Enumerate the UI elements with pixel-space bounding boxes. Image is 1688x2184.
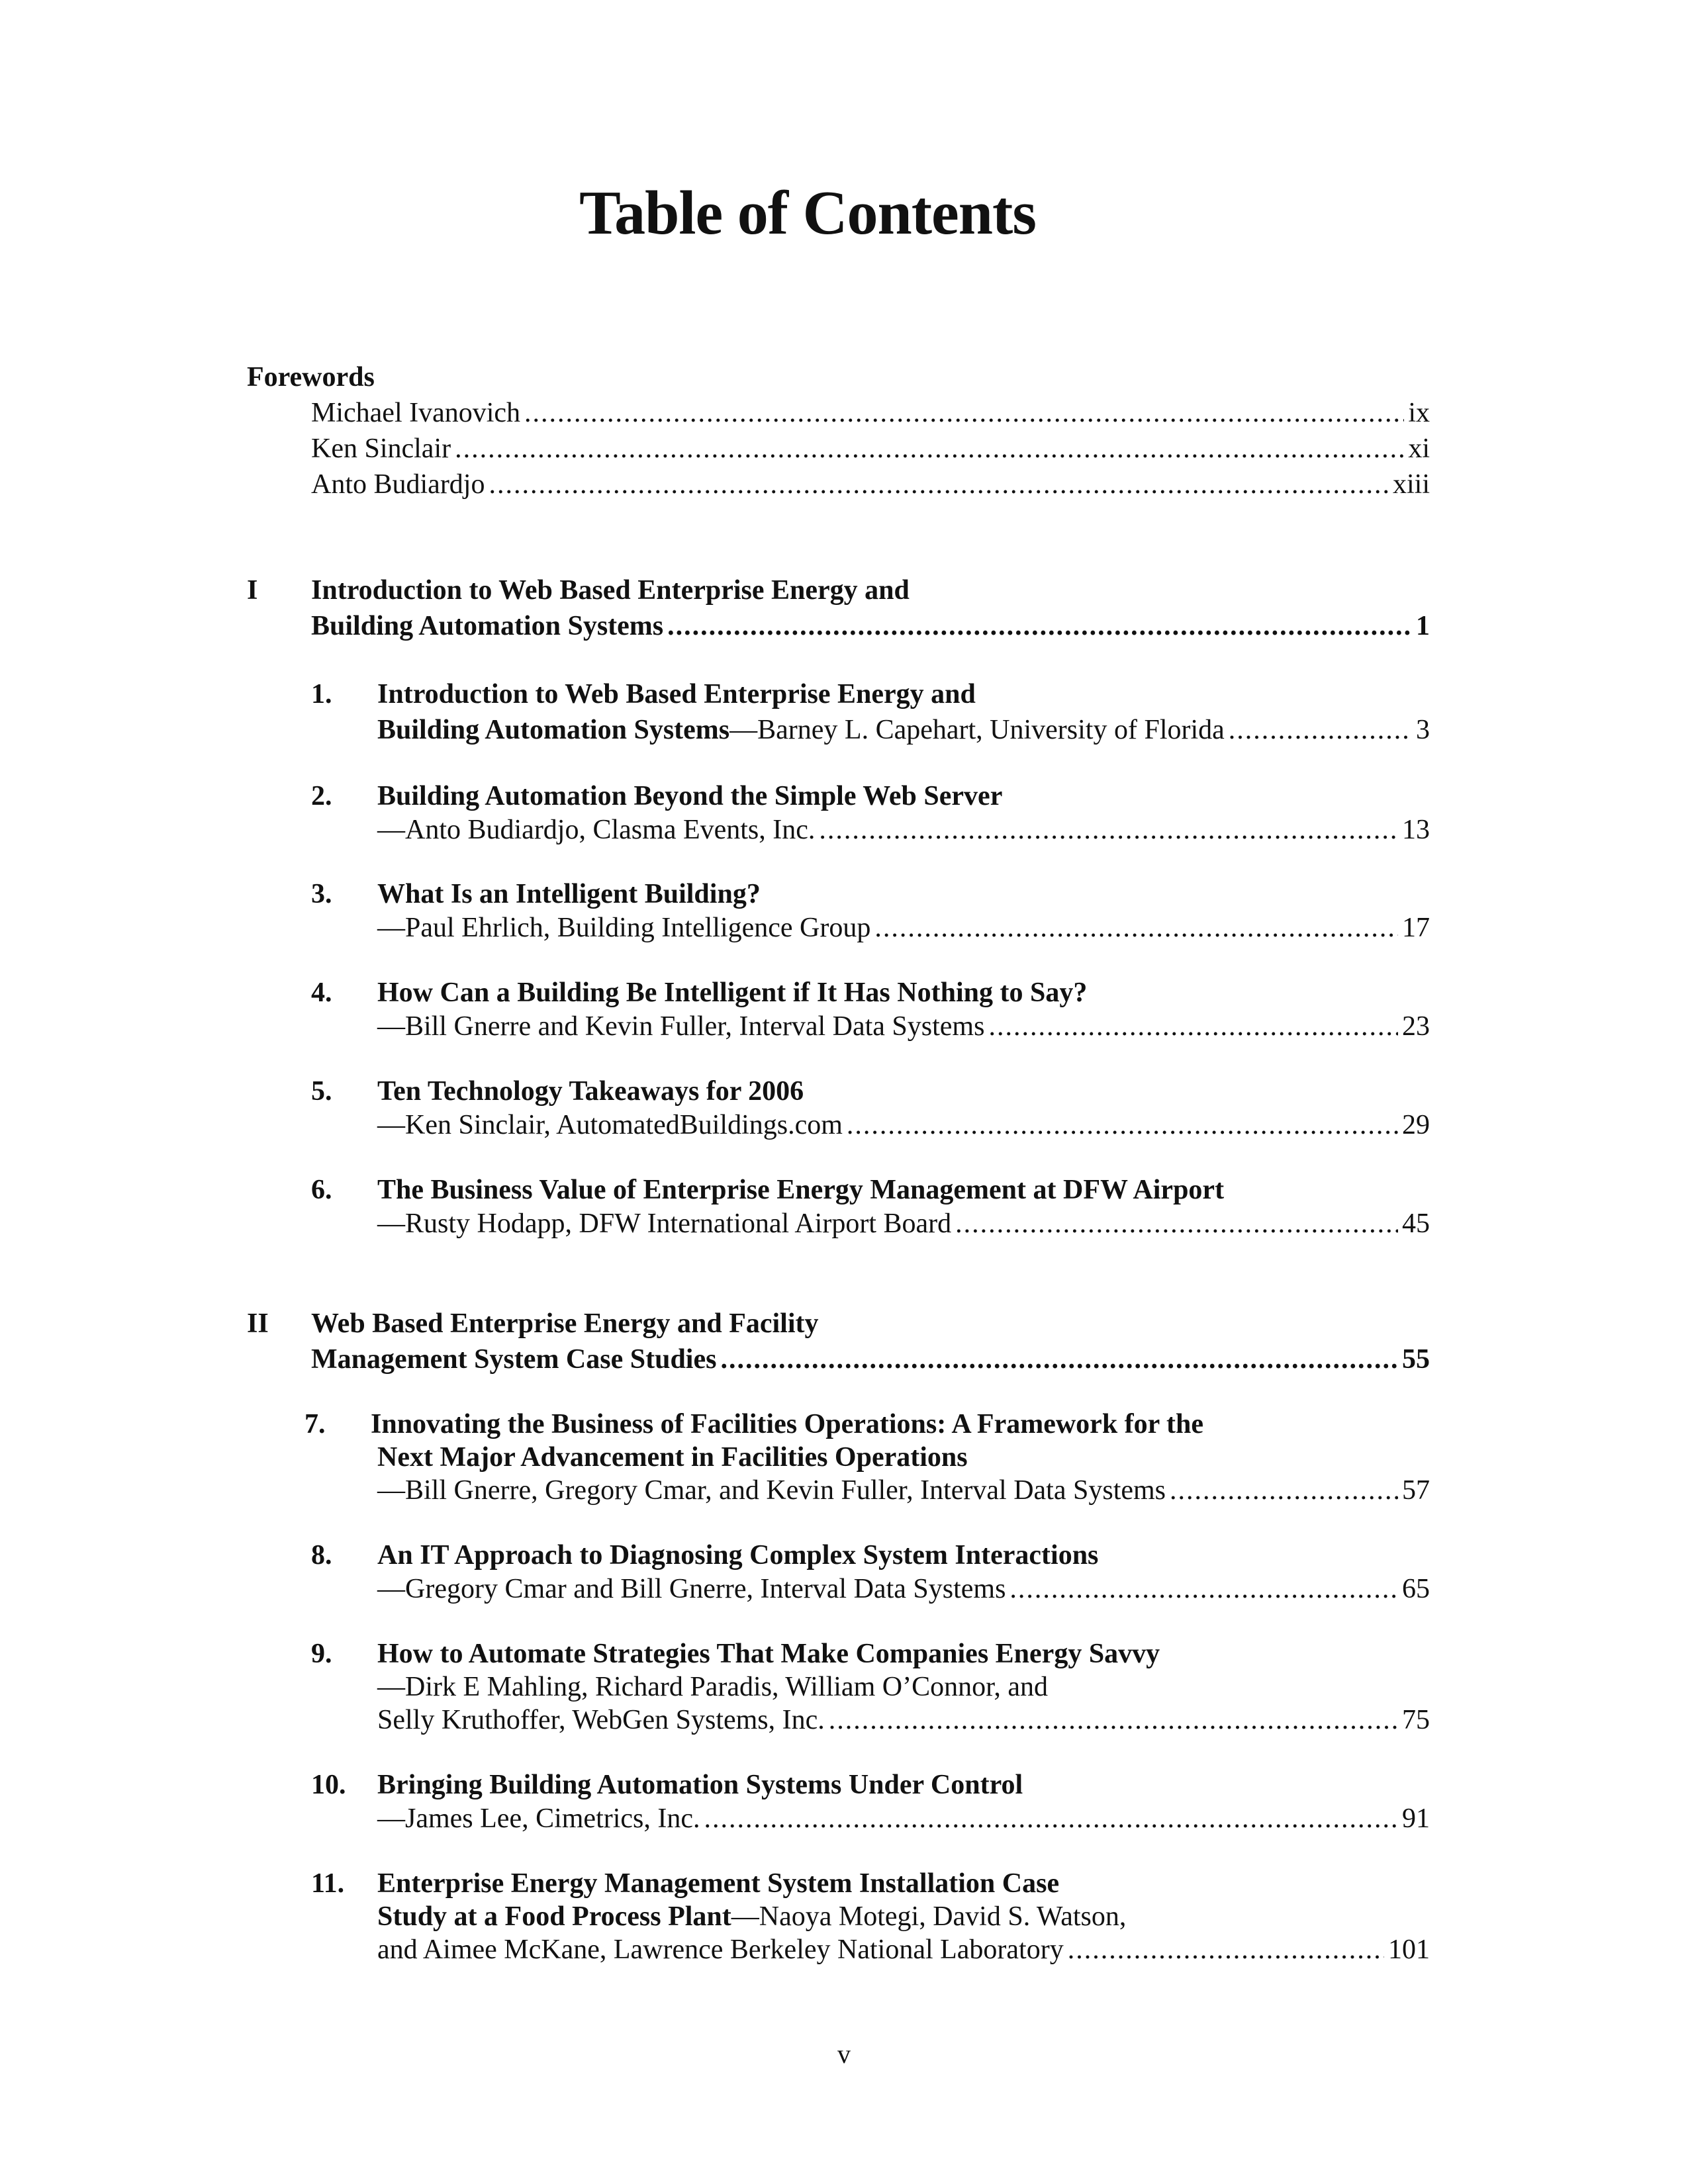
chapter-number: 2.: [311, 781, 332, 811]
page-number: 65: [1402, 1574, 1430, 1604]
chapter-title: Building Automation Beyond the Simple Web Server: [377, 781, 1003, 811]
toc-entry[interactable]: [377, 1473, 1430, 1508]
toc-part-entry[interactable]: [311, 609, 1430, 643]
chapter-number: 7.: [305, 1409, 326, 1439]
leader-dots: [1068, 1933, 1384, 1967]
page-number: ix: [1408, 398, 1430, 428]
chapter-title-line: [377, 1899, 1126, 1934]
toc-entry[interactable]: [377, 713, 1430, 747]
page-number: 101: [1388, 1934, 1430, 1965]
toc-entry[interactable]: [377, 1572, 1430, 1606]
chapter-number: 5.: [311, 1076, 332, 1107]
page-number: 29: [1402, 1110, 1430, 1140]
chapter-number: 6.: [311, 1175, 332, 1205]
chapter-number: 3.: [311, 879, 332, 909]
chapter-author: —Paul Ehrlich, Building Intelligence Group: [377, 913, 871, 943]
chapter-author: Selly Kruthoffer, WebGen Systems, Inc.: [377, 1705, 825, 1735]
entry-label: Michael Ivanovich: [311, 398, 521, 428]
chapter-number: 10.: [311, 1770, 346, 1800]
chapter-author: —Bill Gnerre, Gregory Cmar, and Kevin Fuller, Interval Data Systems: [377, 1475, 1166, 1506]
entry-label: Ken Sinclair: [311, 433, 451, 464]
leader-dots: [1170, 1473, 1398, 1508]
page-number: 3: [1416, 715, 1430, 745]
toc-entry[interactable]: [377, 1108, 1430, 1142]
toc-entry[interactable]: [377, 911, 1430, 945]
page-number: 1: [1416, 611, 1430, 641]
page-title: Table of Contents: [579, 179, 1036, 248]
chapter-title: Innovating the Business of Facilities Operations: A Framework for the: [371, 1409, 1204, 1439]
part-numeral: I: [247, 575, 258, 606]
chapter-author: —Naoya Motegi, David S. Watson,: [731, 1901, 1127, 1932]
part-title: Building Automation Systems: [311, 611, 664, 641]
chapter-author: —Anto Budiardjo, Clasma Events, Inc.: [377, 815, 816, 845]
page-number: 13: [1402, 815, 1430, 845]
chapter-author: —Ken Sinclair, AutomatedBuildings.com: [377, 1110, 843, 1140]
toc-entry[interactable]: [377, 1933, 1430, 1967]
leader-dots: [829, 1703, 1398, 1737]
page-number: 23: [1402, 1011, 1430, 1042]
chapter-title: The Business Value of Enterprise Energy Management at DFW Airport: [377, 1175, 1225, 1205]
toc-entry[interactable]: [377, 1206, 1430, 1241]
page-number: 55: [1402, 1344, 1430, 1375]
page-number: xi: [1408, 433, 1430, 464]
page-number: 91: [1402, 1803, 1430, 1834]
leader-dots: [847, 1108, 1398, 1142]
toc-entry[interactable]: [311, 467, 1430, 502]
chapter-number: 11.: [311, 1868, 345, 1899]
chapter-title: Enterprise Energy Management System Installation Case: [377, 1868, 1060, 1899]
leader-dots: [988, 1009, 1398, 1044]
leader-dots: [720, 1342, 1398, 1377]
part-numeral: II: [247, 1308, 269, 1339]
toc-entry[interactable]: [311, 432, 1430, 466]
leader-dots: [819, 813, 1398, 847]
chapter-title: Bringing Building Automation Systems Under Control: [377, 1770, 1023, 1800]
leader-dots: [955, 1206, 1398, 1241]
page-number: 57: [1402, 1475, 1430, 1506]
page-number: 17: [1402, 913, 1430, 943]
chapter-number: 8.: [311, 1540, 332, 1570]
toc-entry[interactable]: [377, 1801, 1430, 1836]
part-title: Web Based Enterprise Energy and Facility: [311, 1308, 819, 1339]
entry-label: Anto Budiardjo: [311, 469, 485, 500]
footer-page-number: v: [837, 2039, 851, 2069]
leader-dots: [455, 432, 1404, 466]
toc-entry[interactable]: [377, 813, 1430, 847]
leader-dots: [667, 609, 1412, 643]
chapter-title: Introduction to Web Based Enterprise Energy and: [377, 679, 976, 709]
chapter-author: —Barney L. Capehart, University of Florida: [729, 715, 1225, 745]
chapter-number: 9.: [311, 1639, 332, 1669]
chapter-title: Next Major Advancement in Facilities Operations: [377, 1442, 968, 1473]
chapter-author: and Aimee McKane, Lawrence Berkeley National Laboratory: [377, 1934, 1064, 1965]
part-title: Management System Case Studies: [311, 1344, 717, 1375]
chapter-title: How to Automate Strategies That Make Companies Energy Savvy: [377, 1639, 1160, 1669]
chapter-author: —Gregory Cmar and Bill Gnerre, Interval Data Systems: [377, 1574, 1006, 1604]
toc-entry[interactable]: [377, 1009, 1430, 1044]
page-number: 75: [1402, 1705, 1430, 1735]
chapter-author: —Bill Gnerre and Kevin Fuller, Interval Data Systems: [377, 1011, 985, 1042]
chapter-number: 1.: [311, 679, 332, 709]
part-title: Introduction to Web Based Enterprise Energy and: [311, 575, 910, 606]
toc-entry[interactable]: [377, 1703, 1430, 1737]
chapter-title: Ten Technology Takeaways for 2006: [377, 1076, 804, 1107]
leader-dots: [489, 467, 1389, 502]
page-number: 45: [1402, 1208, 1430, 1239]
toc-entry[interactable]: [311, 396, 1430, 430]
page-number: xiii: [1392, 469, 1430, 500]
chapter-title: An IT Approach to Diagnosing Complex System Interactions: [377, 1540, 1099, 1570]
chapter-author: —Dirk E Mahling, Richard Paradis, William O’Connor, and: [377, 1672, 1049, 1702]
chapter-title: How Can a Building Be Intelligent if It Has Nothing to Say?: [377, 978, 1088, 1008]
leader-dots: [1009, 1572, 1398, 1606]
leader-dots: [704, 1801, 1398, 1836]
forewords-heading: Forewords: [247, 362, 375, 392]
chapter-title: What Is an Intelligent Building?: [377, 879, 761, 909]
toc-part-entry[interactable]: [311, 1342, 1430, 1377]
chapter-title: Building Automation Systems: [377, 715, 730, 745]
leader-dots: [1229, 713, 1412, 747]
leader-dots: [874, 911, 1398, 945]
chapter-number: 4.: [311, 978, 332, 1008]
chapter-author: —James Lee, Cimetrics, Inc.: [377, 1803, 700, 1834]
chapter-author: —Rusty Hodapp, DFW International Airport Board: [377, 1208, 952, 1239]
chapter-title: Study at a Food Process Plant: [377, 1901, 731, 1932]
leader-dots: [524, 396, 1404, 430]
